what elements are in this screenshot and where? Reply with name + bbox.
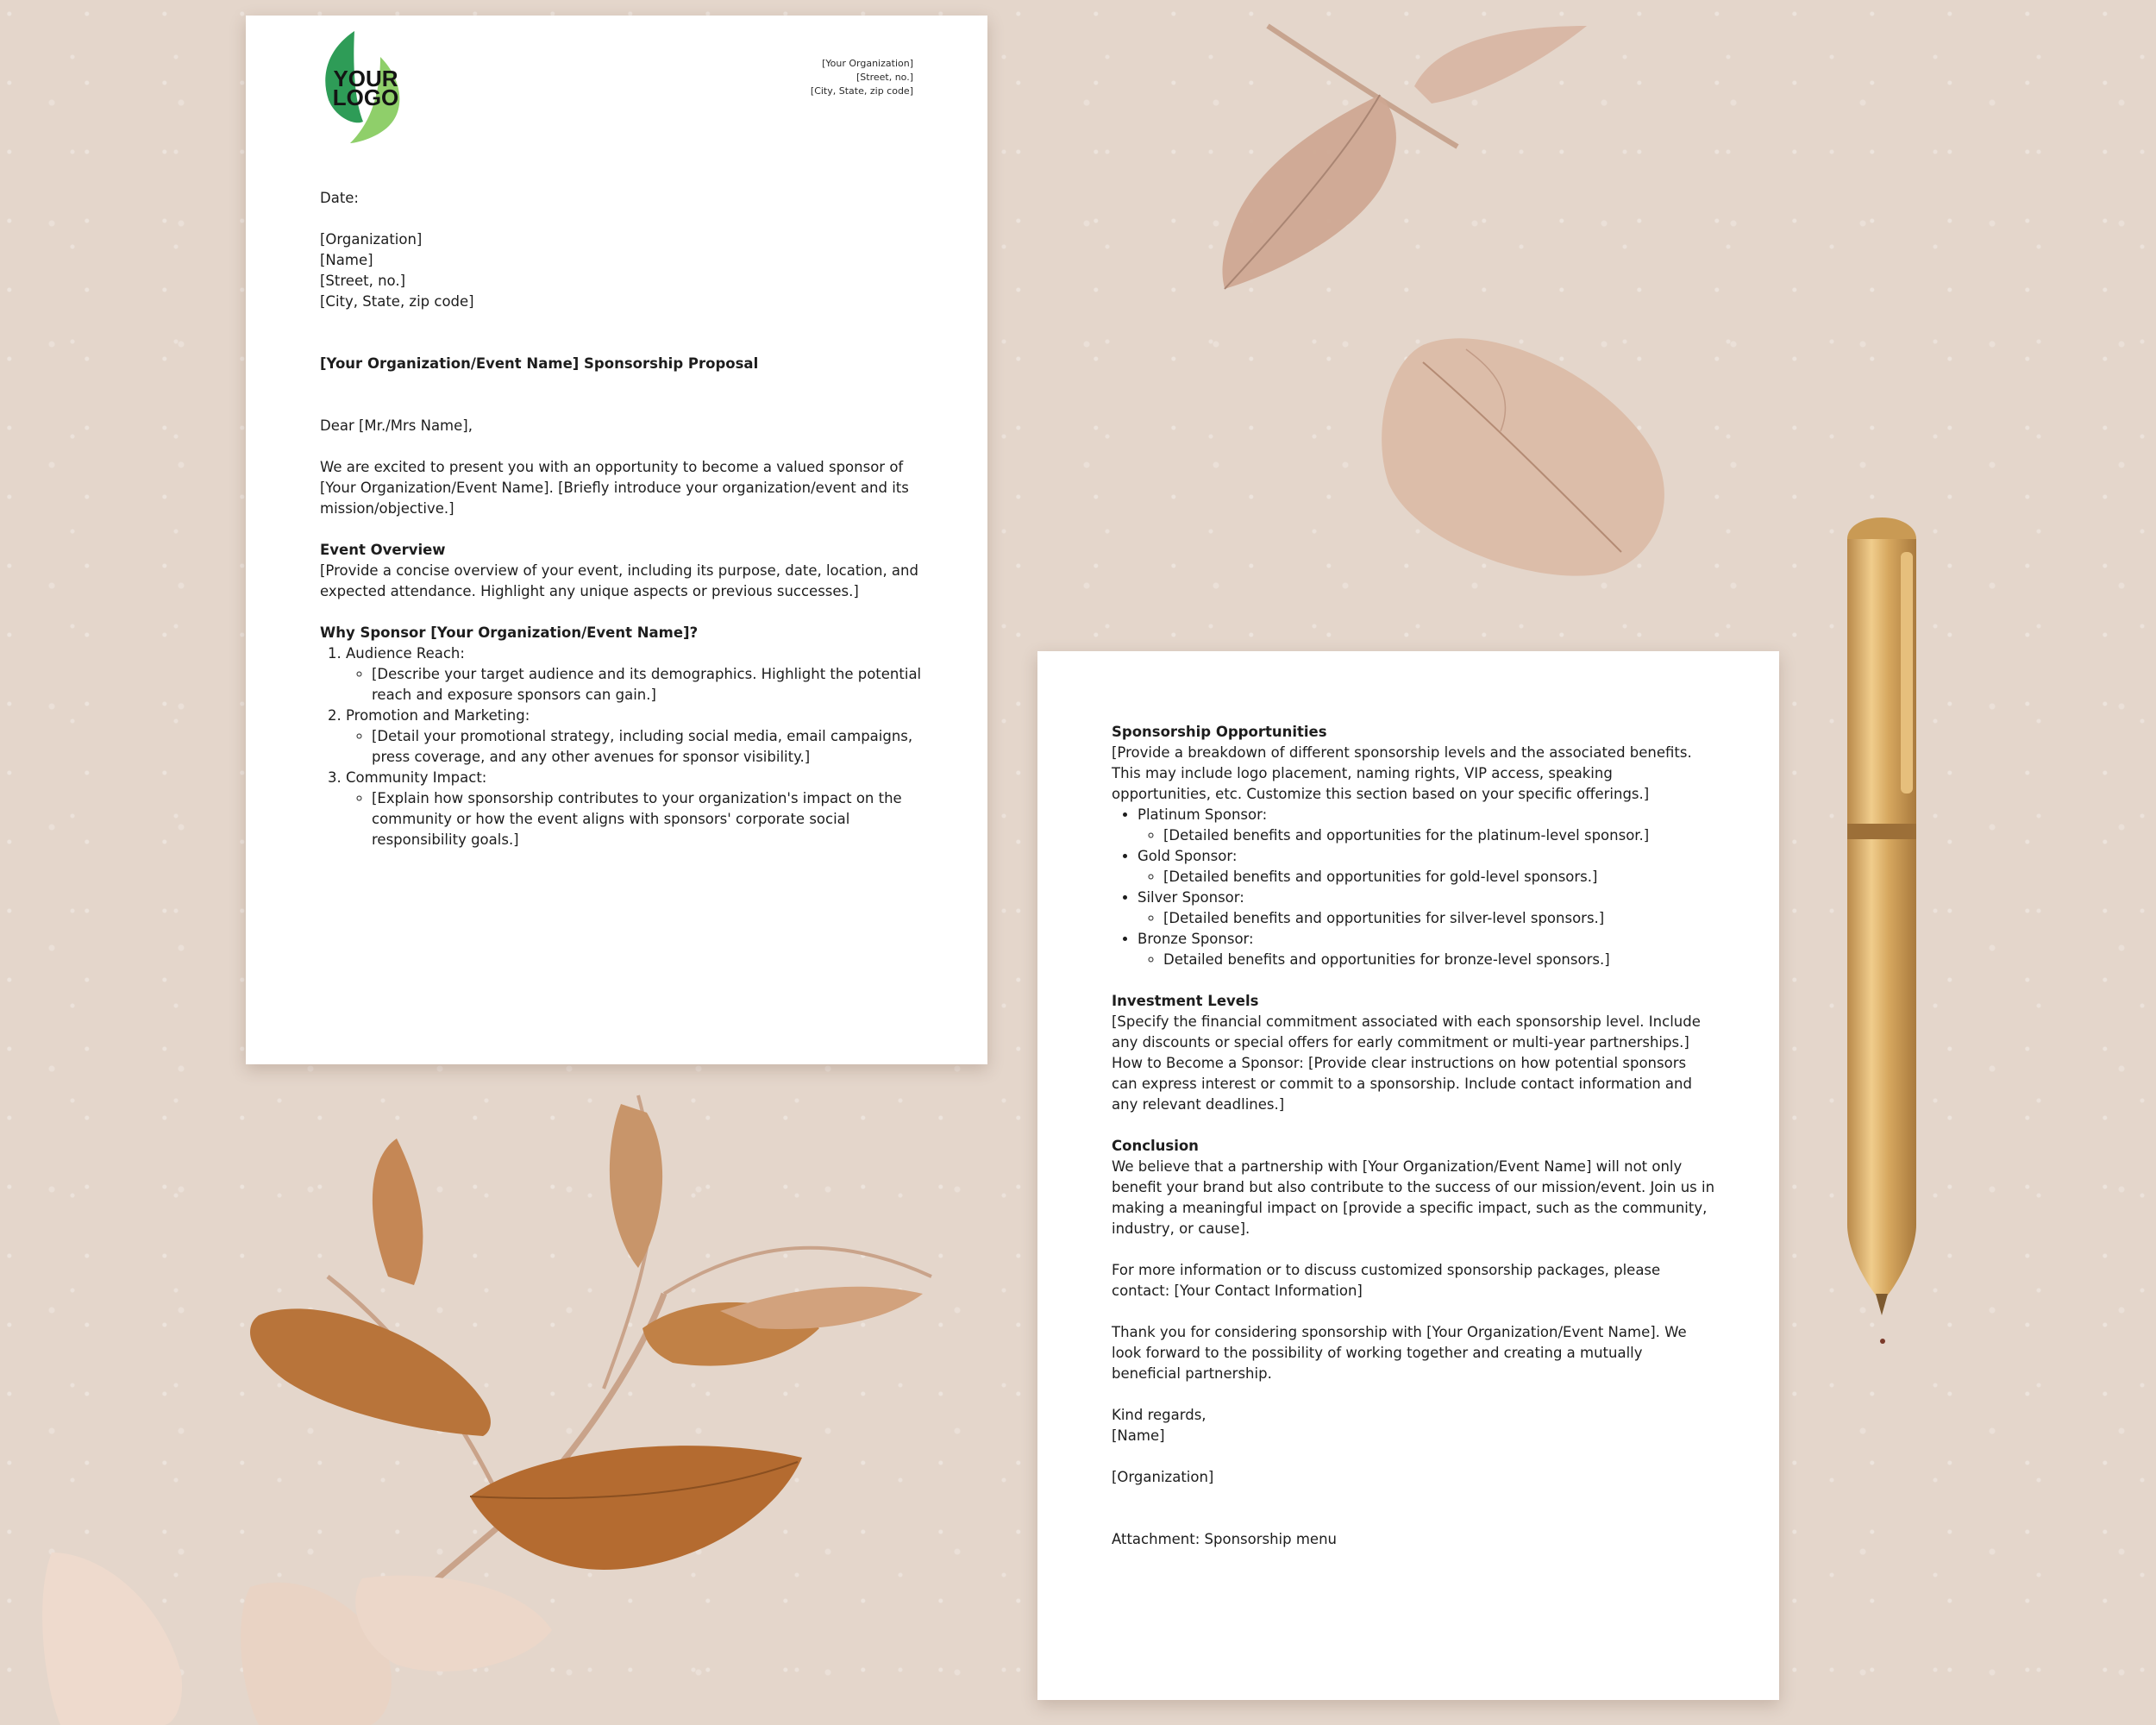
list-item: ◦ [Detailed benefits and opportunities for the platinum-level sponsor.] [1163,825,1715,846]
why-item-label: Promotion and Marketing: [346,707,530,724]
recipient-name: [Name] [320,252,373,268]
why-item-label: Community Impact: [346,769,487,786]
how-to-become-sponsor-text: How to Become a Sponsor: [Provide clear instructions on how potential sponsors can express interest or commit to a sponsorship. Include contact information and any relevant deadlines.] [1112,1055,1692,1113]
list-item [1138,929,1715,970]
proposal-title: [Your Organization/Event Name] Sponsorship Proposal [320,355,759,372]
dried-leaf-sprig-top [1223,26,1588,289]
signature-name: [Name] [1112,1427,1165,1444]
list-item [1138,846,1715,888]
recipient-organization: [Organization] [320,231,423,248]
list-item [346,706,924,768]
letter-body-page-2 [1112,722,1715,1550]
sender-city: [City, State, zip code] [810,85,913,97]
closing: Kind regards, [1112,1407,1206,1423]
investment-text: [Specify the financial commitment associated with each sponsorship level. Include any discounts or special offers for early commitment or multi-year partnerships.] [1112,1013,1701,1051]
sender-address [811,57,913,98]
why-sponsor-list [320,643,924,850]
letter-page-1 [246,16,987,1064]
thanks-text: Thank you for considering sponsorship with [Your Organization/Event Name]. We look forward to the possibility of working together and creating a mutually beneficial partnership. [1112,1324,1687,1382]
why-item-label: Audience Reach: [346,645,465,662]
logo [320,31,403,143]
list-item [346,643,924,706]
list-item: ◦ [Detail your promotional strategy, including social media, email campaigns, press coverage, and any other avenues for sponsor visibility.] [372,726,924,768]
dried-round-leaf [1382,338,1664,575]
list-item [1138,888,1715,929]
opportunities-heading: Sponsorship Opportunities [1112,724,1327,740]
opportunities-text: [Provide a breakdown of different sponsorship levels and the associated benefits. This may include logo placement, naming rights, VIP access, speaking opportunities, etc. Customize this section based on your specific offerings.] [1112,744,1692,802]
recipient-street: [Street, no.] [320,273,406,289]
why-sponsor-heading: Why Sponsor [Your Organization/Event Name]? [320,624,699,641]
list-item [346,768,924,850]
recipient-city: [City, State, zip code] [320,293,474,310]
salutation: Dear [Mr./Mrs Name], [320,417,473,434]
list-item: ◦ [Detailed benefits and opportunities for silver-level sponsors.] [1163,908,1715,929]
list-item: ◦ Detailed benefits and opportunities for bronze-level sponsors.] [1163,950,1715,970]
date-label: Date: [320,190,359,206]
attachment-note: Attachment: Sponsorship menu [1112,1531,1338,1547]
signature-organization: [Organization] [1112,1469,1214,1485]
letter-page-2 [1037,651,1779,1700]
list-item: ◦ [Explain how sponsorship contributes to your organization's impact on the community or how the event aligns with sponsors' corporate social responsibility goals.] [372,788,924,850]
level-label: Bronze Sponsor: [1138,931,1254,947]
level-label: Platinum Sponsor: [1138,806,1268,823]
investment-heading: Investment Levels [1112,993,1259,1009]
logo-text-line-1: YOUR [333,66,398,91]
list-item: ◦ [Detailed benefits and opportunities for gold-level sponsors.] [1163,867,1715,888]
sender-organization: [Your Organization] [822,58,913,69]
conclusion-heading: Conclusion [1112,1138,1199,1154]
level-label: Gold Sponsor: [1138,848,1238,864]
intro-paragraph: We are excited to present you with an opportunity to become a valued sponsor of [Your Organization/Event Name]. [Briefly introduce your organization/event and its mission/objective.] [320,459,909,517]
event-overview-text: [Provide a concise overview of your event, including its purpose, date, location, and expected attendance. Highlight any unique aspects or previous successes.] [320,562,918,599]
contact-text: For more information or to discuss customized sponsorship packages, please contact: [Your Contact Information] [1112,1262,1661,1299]
level-label: Silver Sponsor: [1138,889,1244,906]
dried-leaf-branch-bottom [42,1095,931,1725]
event-overview-heading: Event Overview [320,542,446,558]
sender-street: [Street, no.] [856,72,913,83]
list-item [1138,805,1715,846]
list-item: ◦ [Describe your target audience and its demographics. Highlight the potential reach and exposure sponsors can gain.] [372,664,924,706]
gold-pen [1847,518,1916,1344]
sponsorship-levels-list [1112,805,1715,970]
conclusion-text: We believe that a partnership with [Your Organization/Event Name] will not only benefit your brand but also contribute to the success of our mission/event. Join us in making a meaningful impact on [provide a specific impact, such as the community, industry, or cause]. [1112,1158,1715,1237]
letter-body-page-1 [320,188,924,850]
logo-text-line-2: LOGO [332,85,399,110]
